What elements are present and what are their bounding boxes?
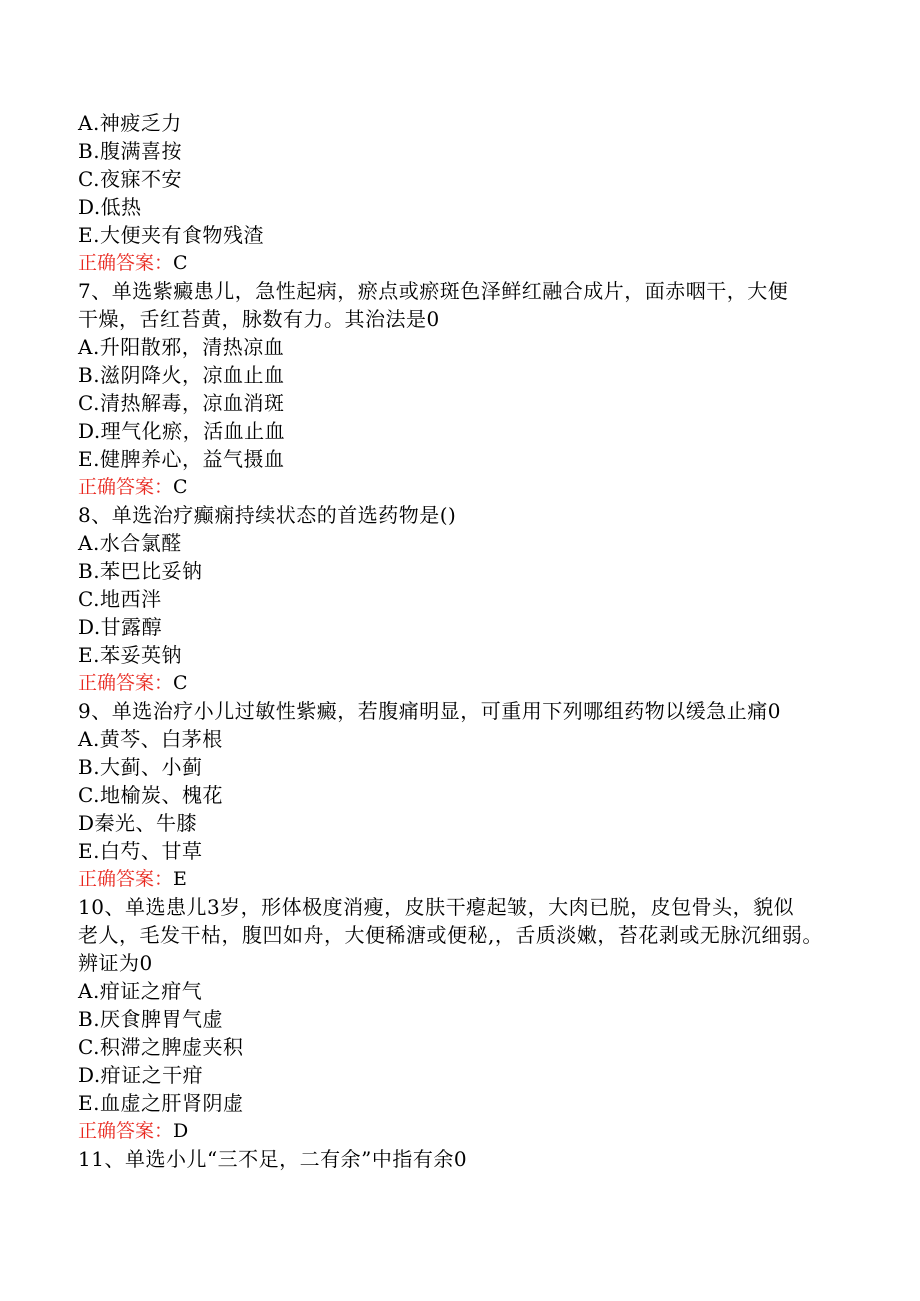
question-block — [78, 109, 848, 277]
question-block — [78, 1145, 848, 1173]
correct-answer — [78, 669, 848, 697]
question-text-line: 8、单选治疗癫痫持续状态的首选药物是() — [78, 503, 457, 527]
question-text-line: 9、单选治疗小儿过敏性紫癜，若腹痛明显，可重用下列哪组药物以缓急止痛0 — [78, 699, 781, 723]
question-block — [78, 277, 848, 501]
answer-label: 正确答案： — [78, 672, 174, 694]
option-c: C.夜寐不安 — [78, 167, 182, 191]
option-a: A.神疲乏力 — [78, 111, 182, 135]
correct-answer — [78, 473, 848, 501]
question-text-line: 老人，毛发干枯，腹凹如舟，大便稀溏或便秘,，舌质淡嫩，苔花剥或无脉沉细弱。 — [78, 923, 823, 947]
option-e: E.苯妥英钠 — [78, 643, 182, 667]
answer-value: C — [173, 672, 188, 694]
option-a: A.升阳散邪，清热凉血 — [78, 335, 285, 359]
answer-value: E — [173, 868, 187, 890]
option-b: B.大蓟、小蓟 — [78, 755, 203, 779]
option-b: B.腹满喜按 — [78, 139, 183, 163]
option-c: C.地榆炭、槐花 — [78, 783, 223, 807]
question-text-line: 11、单选小儿“三不足，二有余”中指有余0 — [78, 1147, 468, 1171]
question-text-line: 10、单选患儿3岁，形体极度消瘦，皮肤干瘪起皱，大肉已脱，皮包骨头，貌似 — [78, 895, 795, 919]
option-c: C.清热解毒，凉血消斑 — [78, 391, 285, 415]
option-d: D.甘露醇 — [78, 615, 163, 639]
answer-label: 正确答案： — [78, 476, 174, 498]
option-a: A.疳证之疳气 — [78, 979, 203, 1003]
option-d: D.理气化瘀，活血止血 — [78, 419, 286, 443]
question-block — [78, 501, 848, 697]
question-list — [78, 109, 848, 1173]
answer-value: C — [173, 476, 188, 498]
answer-label: 正确答案： — [78, 868, 174, 890]
question-block — [78, 893, 848, 1145]
option-b: B.苯巴比妥钠 — [78, 559, 203, 583]
option-b: B.厌食脾胃气虚 — [78, 1007, 224, 1031]
question-text-line: 7、单选紫癜患儿，急性起病，瘀点或瘀斑色泽鲜红融合成片，面赤咽干，大便 — [78, 279, 789, 303]
answer-label: 正确答案： — [78, 1120, 174, 1142]
answer-value: C — [173, 252, 188, 274]
option-d: D.低热 — [78, 195, 142, 219]
option-c: C.地西泮 — [78, 587, 162, 611]
option-c: C.积滞之脾虚夹积 — [78, 1035, 244, 1059]
option-e: E.白芍、甘草 — [78, 839, 203, 863]
option-b: B.滋阴降火，凉血止血 — [78, 363, 285, 387]
question-block — [78, 697, 848, 893]
option-e: E.大便夹有食物残渣 — [78, 223, 264, 247]
question-text-line: 干燥，舌红苔黄，脉数有力。其治法是0 — [78, 307, 440, 331]
answer-value: D — [173, 1120, 189, 1142]
option-a: A.水合氯醛 — [78, 531, 182, 555]
option-d: D.疳证之干疳 — [78, 1063, 204, 1087]
option-d: D秦光、牛膝 — [78, 811, 198, 835]
question-text-line: 辨证为0 — [78, 951, 153, 975]
option-a: A.黄芩、白茅根 — [78, 727, 223, 751]
correct-answer — [78, 249, 848, 277]
correct-answer — [78, 1117, 848, 1145]
answer-label: 正确答案： — [78, 252, 174, 274]
option-e: E.血虚之肝肾阴虚 — [78, 1091, 244, 1115]
option-e: E.健脾养心，益气摄血 — [78, 447, 285, 471]
correct-answer — [78, 865, 848, 893]
